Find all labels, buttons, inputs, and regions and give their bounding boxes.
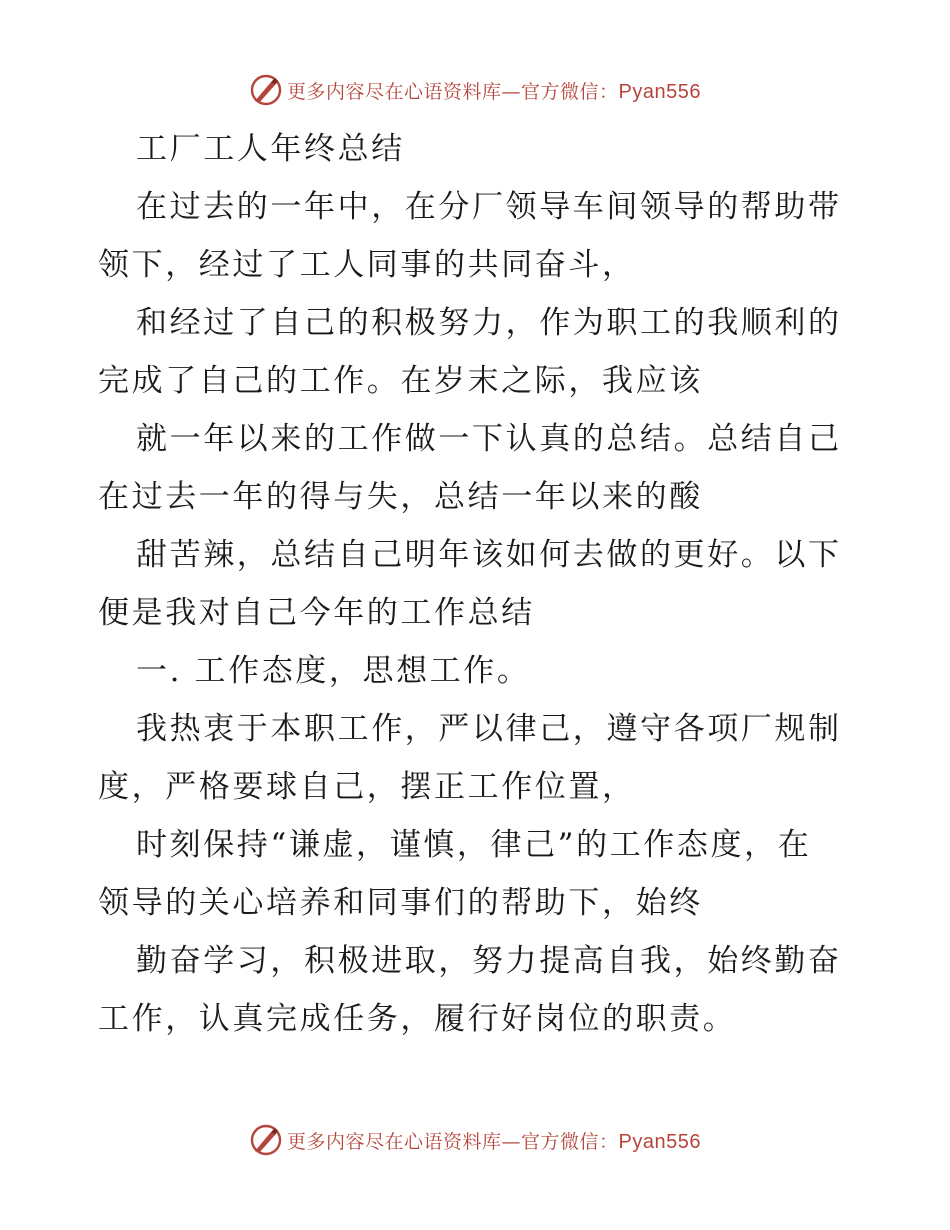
text-line: 在过去一年的得与失，总结一年以来的酸	[98, 479, 703, 515]
document-body	[98, 120, 858, 1048]
promo-text	[287, 1127, 701, 1154]
text-line: 完成了自己的工作。在岁末之际，我应该	[98, 363, 703, 399]
paragraph-1	[98, 178, 858, 294]
paragraph-3	[98, 410, 858, 526]
header-watermark-banner	[0, 70, 950, 110]
footer-watermark-banner	[0, 1120, 950, 1160]
text-line: 领导的关心培养和同事们的帮助下，始终	[98, 885, 703, 921]
text-line: 一. 工作态度，思想工作。	[136, 653, 531, 689]
text-line: 和经过了自己的积极努力，作为职工的我顺利的	[136, 305, 842, 341]
paragraph-7	[98, 932, 858, 1048]
promo-message: 更多内容尽在心语资料库—官方微信：	[287, 80, 619, 103]
paragraph-5	[98, 700, 858, 816]
text-line: 工作，认真完成任务，履行好岗位的职责。	[98, 1001, 737, 1037]
paragraph-2	[98, 294, 858, 410]
promo-text	[287, 77, 701, 104]
paragraph-6	[98, 816, 858, 932]
promo-handle: Pyan556	[618, 1130, 701, 1153]
text-line: 就一年以来的工作做一下认真的总结。总结自己	[136, 421, 842, 457]
text-line: 便是我对自己今年的工作总结	[98, 595, 535, 631]
pen-logo-icon	[249, 1123, 283, 1157]
promo-message: 更多内容尽在心语资料库—官方微信：	[287, 1130, 619, 1153]
document-title: 工厂工人年终总结	[136, 131, 405, 167]
paragraph-4	[98, 526, 858, 642]
text-line: 时刻保持“谦虚，谨慎，律己”的工作态度，在	[136, 827, 812, 863]
text-line: 我热衷于本职工作，严以律己，遵守各项厂规制	[136, 711, 842, 747]
section-heading-1	[98, 642, 858, 700]
promo-handle: Pyan556	[618, 80, 701, 103]
text-line: 在过去的一年中，在分厂领导车间领导的帮助带	[136, 189, 842, 225]
pen-logo-icon	[249, 73, 283, 107]
text-line: 度，严格要球自己，摆正工作位置，	[98, 769, 636, 805]
text-line: 甜苦辣，总结自己明年该如何去做的更好。以下	[136, 537, 842, 573]
text-line: 勤奋学习，积极进取，努力提高自我，始终勤奋	[136, 943, 842, 979]
text-line: 领下，经过了工人同事的共同奋斗，	[98, 247, 636, 283]
